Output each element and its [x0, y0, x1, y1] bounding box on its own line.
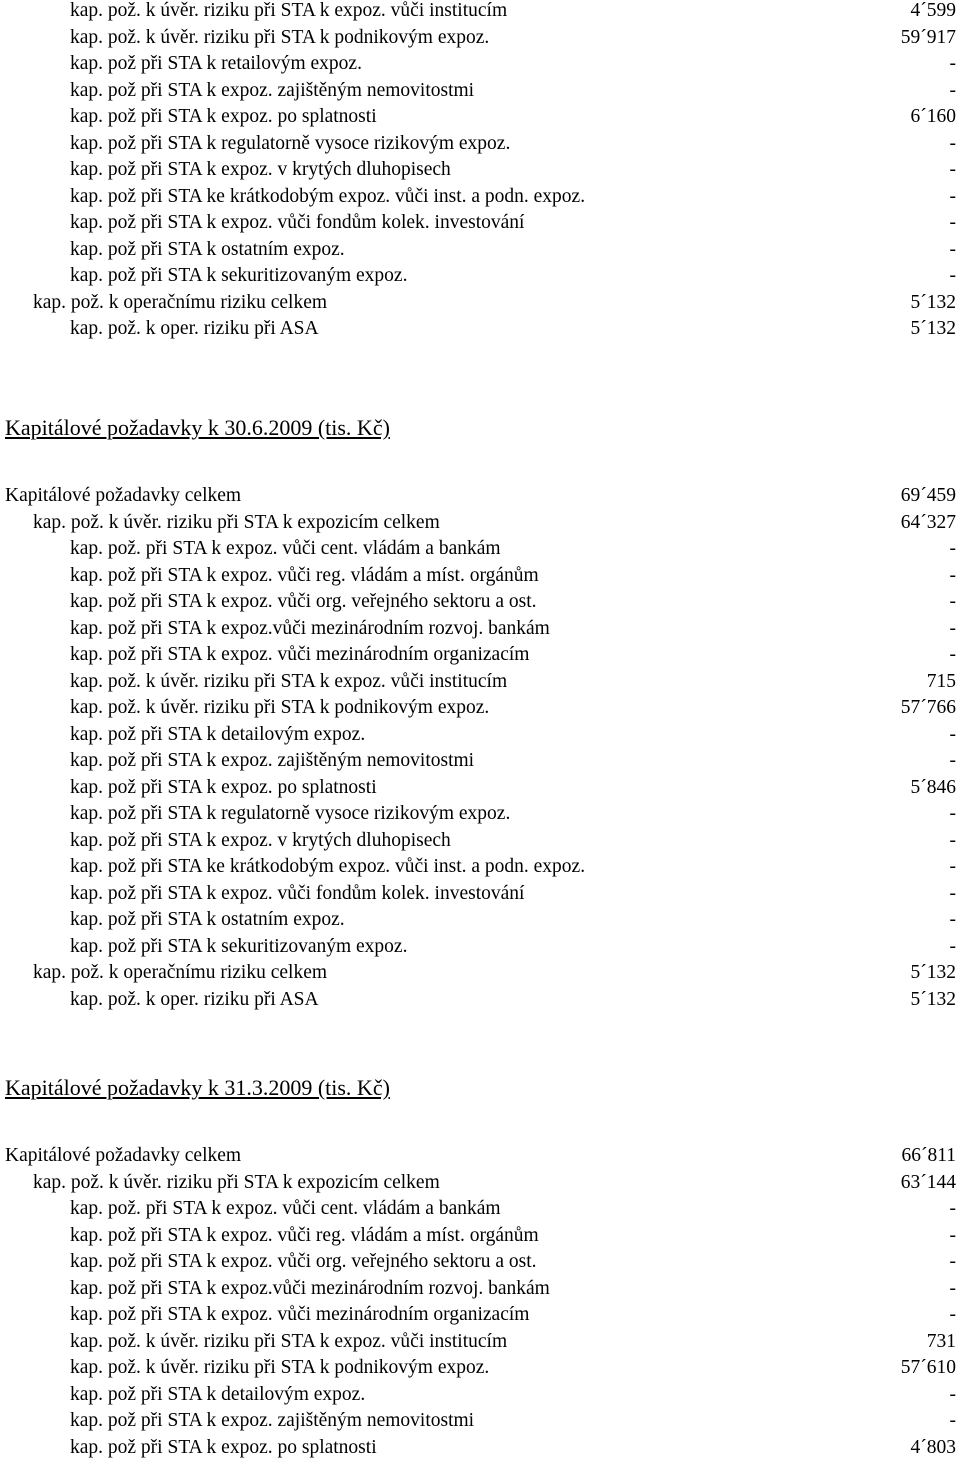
subtotal-row — [0, 510, 960, 537]
row-value: - — [949, 1277, 956, 1299]
section-heading: Kapitálové požadavky k 31.3.2009 (tis. Kč) — [5, 1075, 390, 1100]
table-row — [0, 78, 960, 105]
table-row — [0, 237, 960, 264]
row-label: kap. pož při STA k regulatorně vysoce rizikovým expoz. — [70, 132, 511, 154]
table-row — [0, 616, 960, 643]
row-label: kap. pož při STA k expoz. vůči fondům kolek. investování — [70, 212, 525, 233]
table-row — [0, 881, 960, 908]
row-value: 63´144 — [900, 1171, 956, 1193]
row-label: kap. pož při STA k expoz. zajištěným nemovitostmi — [70, 79, 475, 101]
table-row — [0, 104, 960, 131]
row-value: - — [949, 803, 956, 824]
row-label: kap. pož při STA k expoz.vůči mezinárodním rozvoj. bankám — [70, 1277, 550, 1299]
row-label: kap. pož. k oper. riziku při ASA — [70, 988, 319, 1010]
row-label: kap. pož. k úvěr. riziku při STA k podnikovým expoz. — [70, 697, 490, 718]
table-row — [0, 748, 960, 775]
row-value: 5´132 — [910, 318, 956, 339]
row-value: - — [949, 1410, 956, 1431]
row-value: 69´459 — [900, 485, 956, 506]
row-value: - — [949, 909, 956, 930]
row-label: kap. pož. k úvěr. riziku při STA k expoz. vůči institucím — [70, 670, 508, 692]
row-label: kap. pož. k úvěr. riziku při STA k expozicím celkem — [33, 1171, 440, 1193]
row-value: - — [949, 591, 956, 612]
row-value: - — [949, 1251, 956, 1272]
row-value: - — [949, 538, 956, 559]
row-label: kap. pož při STA k expoz. vůči org. veřejného sektoru a ost. — [70, 591, 537, 612]
table-row — [0, 25, 960, 52]
row-label: kap. pož. k oper. riziku při ASA — [70, 318, 319, 339]
row-value: - — [949, 1224, 956, 1246]
row-value: 64´327 — [900, 511, 956, 533]
row-label: kap. pož. k operačnímu riziku celkem — [33, 962, 328, 983]
table-row — [0, 184, 960, 211]
total-row — [0, 483, 960, 510]
row-value: 5´132 — [910, 988, 956, 1010]
row-value: - — [949, 856, 956, 877]
row-value: - — [949, 159, 956, 180]
table-row — [0, 1249, 960, 1276]
table-row — [0, 934, 960, 961]
row-value: - — [949, 53, 956, 74]
row-value: 4´599 — [910, 0, 956, 21]
table-row — [0, 987, 960, 1014]
table-row — [0, 642, 960, 669]
subtotal-row — [0, 1170, 960, 1197]
row-value: - — [949, 212, 956, 233]
table-row — [0, 536, 960, 563]
row-label: kap. pož. k operačnímu riziku celkem — [33, 291, 328, 313]
row-value: - — [949, 882, 956, 904]
row-value: - — [949, 644, 956, 665]
row-label: kap. pož. k úvěr. riziku při STA k podnikovým expoz. — [70, 1357, 490, 1378]
row-label: Kapitálové požadavky celkem — [5, 1145, 242, 1166]
row-value: - — [949, 564, 956, 586]
row-value: 4´803 — [910, 1436, 956, 1458]
row-label: kap. pož při STA k expoz. vůči mezinárodním organizacím — [70, 1304, 530, 1325]
row-value: - — [949, 132, 956, 154]
row-label: kap. pož při STA ke krátkodobým expoz. vůči inst. a podn. expoz. — [70, 185, 586, 207]
row-label: kap. pož při STA k sekuritizovaným expoz. — [70, 265, 408, 286]
row-label: kap. pož. k úvěr. riziku při STA k expozicím celkem — [33, 511, 440, 533]
row-value: 59´917 — [900, 26, 956, 48]
table-row — [0, 0, 960, 25]
row-value: - — [949, 1383, 956, 1405]
row-value: 715 — [926, 670, 956, 692]
row-value: - — [949, 935, 956, 957]
row-label: kap. pož při STA ke krátkodobým expoz. vůči inst. a podn. expoz. — [70, 856, 586, 877]
table-row — [0, 775, 960, 802]
subtotal-row — [0, 960, 960, 987]
table-row — [0, 157, 960, 184]
row-label: kap. pož. při STA k expoz. vůči cent. vládám a bankám — [70, 1198, 501, 1219]
table-row — [0, 51, 960, 78]
table-row — [0, 1408, 960, 1435]
row-label: kap. pož při STA k detailovým expoz. — [70, 723, 366, 745]
row-value: - — [949, 238, 956, 260]
row-value: 5´132 — [910, 291, 956, 313]
table-row — [0, 722, 960, 749]
row-label: kap. pož při STA k expoz. vůči fondům kolek. investování — [70, 882, 525, 904]
row-label: kap. pož při STA k expoz. v krytých dluhopisech — [70, 159, 451, 180]
row-value: - — [949, 265, 956, 286]
table-row — [0, 1276, 960, 1303]
row-label: kap. pož při STA k expoz. vůči reg. vládám a míst. orgánům — [70, 564, 539, 586]
table-row — [0, 563, 960, 590]
row-label: kap. pož při STA k expoz. zajištěným nemovitostmi — [70, 1410, 475, 1431]
total-row — [0, 1143, 960, 1170]
row-value: - — [949, 750, 956, 771]
table-row — [0, 131, 960, 158]
row-label: kap. pož. k úvěr. riziku při STA k podnikovým expoz. — [70, 26, 490, 48]
table-row — [0, 1302, 960, 1329]
row-value: 6´160 — [910, 106, 956, 127]
table-row — [0, 1382, 960, 1409]
table-row — [0, 907, 960, 934]
row-label: kap. pož. při STA k expoz. vůči cent. vládám a bankám — [70, 538, 501, 559]
row-label: kap. pož při STA k expoz. po splatnosti — [70, 106, 377, 127]
row-label: Kapitálové požadavky celkem — [5, 485, 242, 506]
table-row — [0, 695, 960, 722]
row-value: - — [949, 617, 956, 639]
row-value: 5´846 — [910, 776, 956, 798]
table-row — [0, 1435, 960, 1462]
row-label: kap. pož při STA k detailovým expoz. — [70, 1383, 366, 1405]
row-label: kap. pož při STA k expoz. zajištěným nemovitostmi — [70, 750, 475, 771]
table-row — [0, 1355, 960, 1382]
table-row — [0, 263, 960, 290]
row-label: kap. pož při STA k expoz. vůči org. veřejného sektoru a ost. — [70, 1251, 537, 1272]
row-value: 731 — [926, 1330, 956, 1352]
row-value: - — [949, 185, 956, 207]
row-label: kap. pož při STA k expoz. po splatnosti — [70, 1436, 377, 1458]
table-row — [0, 1329, 960, 1356]
row-value: 57´610 — [900, 1357, 956, 1378]
row-label: kap. pož při STA k sekuritizovaným expoz. — [70, 935, 408, 957]
table-row — [0, 801, 960, 828]
row-value: 57´766 — [900, 697, 956, 718]
row-label: kap. pož při STA k retailovým expoz. — [70, 53, 362, 74]
row-value: - — [949, 1304, 956, 1325]
row-value: - — [949, 79, 956, 101]
table-row — [0, 1196, 960, 1223]
row-label: kap. pož při STA k regulatorně vysoce rizikovým expoz. — [70, 803, 511, 824]
row-label: kap. pož při STA k ostatním expoz. — [70, 909, 345, 930]
subtotal-row — [0, 290, 960, 317]
row-value: - — [949, 1198, 956, 1219]
table-row — [0, 1223, 960, 1250]
row-label: kap. pož při STA k expoz. vůči reg. vládám a míst. orgánům — [70, 1224, 539, 1246]
row-label: kap. pož při STA k expoz. v krytých dluhopisech — [70, 829, 451, 851]
row-label: kap. pož. k úvěr. riziku při STA k expoz. vůči institucím — [70, 0, 508, 21]
row-label: kap. pož při STA k expoz. po splatnosti — [70, 776, 377, 798]
row-value: - — [949, 723, 956, 745]
table-row — [0, 316, 960, 343]
table-row — [0, 828, 960, 855]
row-label: kap. pož při STA k expoz. vůči mezinárodním organizacím — [70, 644, 530, 665]
section-heading: Kapitálové požadavky k 30.6.2009 (tis. Kč) — [5, 415, 390, 440]
row-value: 66´811 — [901, 1145, 956, 1166]
row-label: kap. pož při STA k expoz.vůči mezinárodním rozvoj. bankám — [70, 617, 550, 639]
table-row — [0, 669, 960, 696]
table-row — [0, 854, 960, 881]
row-label: kap. pož při STA k ostatním expoz. — [70, 238, 345, 260]
table-row — [0, 589, 960, 616]
row-value: - — [949, 829, 956, 851]
row-value: 5´132 — [910, 962, 956, 983]
table-row — [0, 210, 960, 237]
row-label: kap. pož. k úvěr. riziku při STA k expoz. vůči institucím — [70, 1330, 508, 1352]
